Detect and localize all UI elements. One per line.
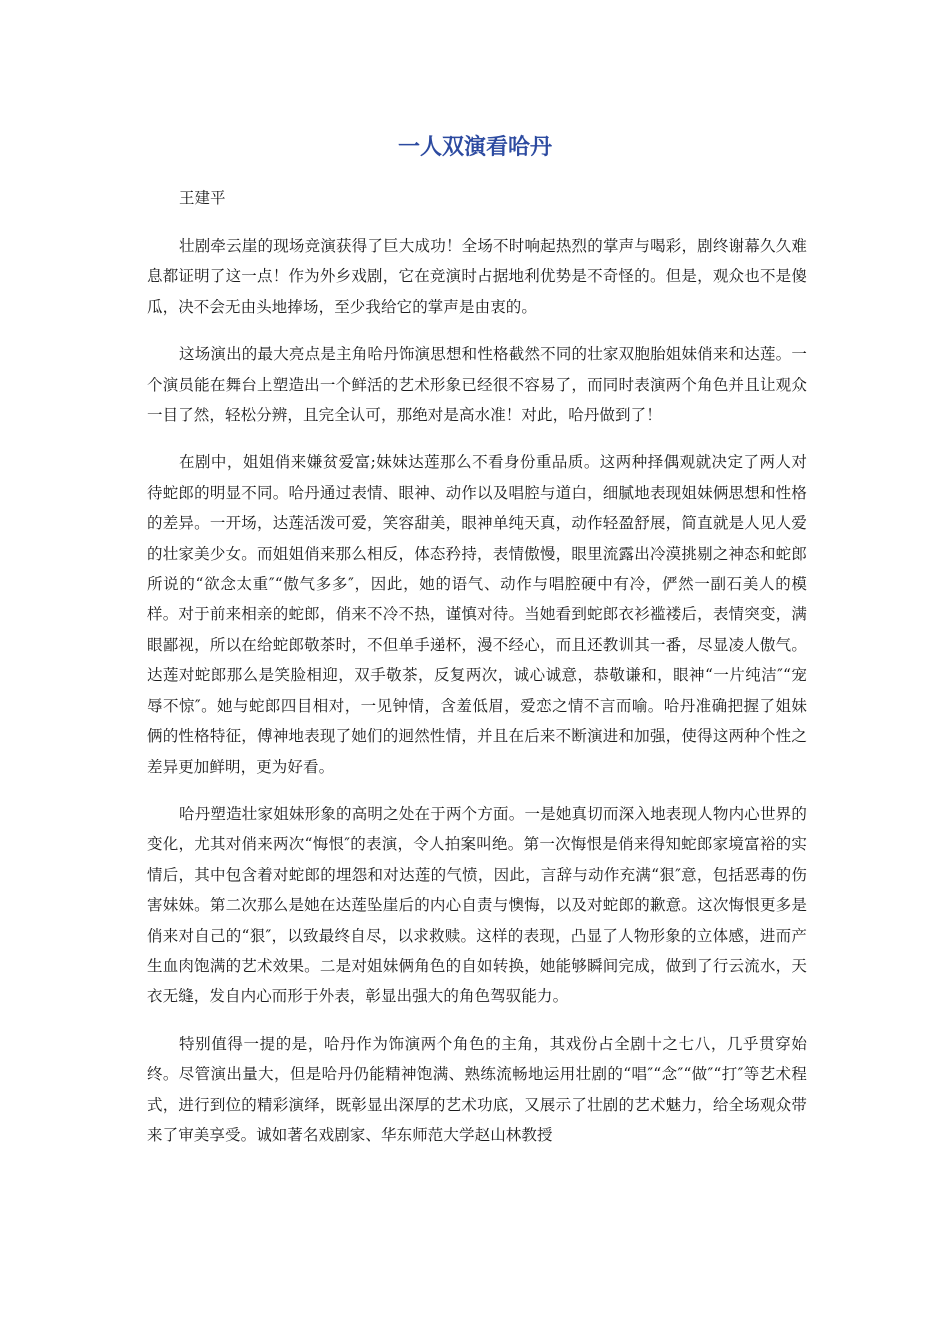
- paragraph: 壮剧牵云崖的现场竞演获得了巨大成功！全场不时响起热烈的掌声与喝彩，剧终谢幕久久难息都证明了这一点！作为外乡戏剧，它在竞演时占据地利优势是不奇怪的。但是，观众也不是傻瓜，决不会无由头地捧场，至少我给它的掌声是由衷的。: [147, 237, 807, 316]
- article-author: 王建平: [179, 189, 226, 207]
- article-body: [147, 231, 807, 1167]
- paragraph: 这场演出的最大亮点是主角哈丹饰演思想和性格截然不同的壮家双胞胎姐妹俏来和达莲。一个演员能在舞台上塑造出一个鲜活的艺术形象已经很不容易了，而同时表演两个角色并且让观众一目了然，轻松分辨，且完全认可，那绝对是高水准！对此，哈丹做到了！: [147, 345, 807, 425]
- paragraph: 在剧中，姐姐俏来嫌贫爱富;妹妹达莲那么不看身份重品质。这两种择偶观就决定了两人对待蛇郎的明显不同。哈丹通过表情、眼神、动作以及唱腔与道白，细腻地表现姐妹俩思想和性格的差异。一开场，达莲活泼可爱，笑容甜美，眼神单纯天真，动作轻盈舒展，简直就是人见人爱的壮家美少女。而姐姐俏来那么相反，体态矜持，表情傲慢，眼里流露出冷漠挑剔之神态和蛇郎所说的“欲念太重″“傲气多多″，因此，她的语气、动作与唱腔硬中有冷，俨然一副石美人的模样。对于前来相亲的蛇郎，俏来不冷不热，谨慎对待。当她看到蛇郎衣衫褴褛后，表情突变，满眼鄙视，所以在给蛇郎敬茶时，不但单手递杯，漫不经心，而且还教训其一番，尽显凌人傲气。达莲对蛇郎那么是笑脸相迎，双手敬茶，反复两次，诚心诚意，恭敬谦和，眼神“一片纯洁″“宠辱不惊″。她与蛇郎四目相对，一见钟情，含羞低眉，爱恋之情不言而喻。哈丹准确把握了姐妹俩的性格特征，傅神地表现了她们的迥然性情，并且在后来不断演进和加强，使得这两种个性之差异更加鲜明，更为好看。: [147, 453, 807, 776]
- paragraph: 特别值得一提的是，哈丹作为饰演两个角色的主角，其戏份占全剧十之七八，几乎贯穿始终。尽管演出量大，但是哈丹仍能精神饱满、熟练流畅地运用壮剧的“唱″“念″“做″“打″等艺术程式，进行到位的精彩演绎，既彰显出深厚的艺术功底，又展示了壮剧的艺术魅力，给全场观众带来了审美享受。诚如著名戏剧家、华东师范大学赵山林教授: [147, 1034, 807, 1144]
- paragraph: 哈丹塑造壮家姐妹形象的高明之处在于两个方面。一是她真切而深入地表现人物内心世界的变化，尤其对俏来两次“悔恨″的表演，令人拍案叫绝。第一次悔恨是俏来得知蛇郎家境富裕的实情后，其中包含着对蛇郎的埋怨和对达莲的气愤，因此，言辞与动作充满“狠″意，包括恶毒的伤害妹妹。第二次那么是她在达莲坠崖后的内心自责与懊悔，以及对蛇郎的歉意。这次悔恨更多是俏来对自己的“狠″，以致最终自尽，以求救赎。这样的表现，凸显了人物形象的立体感，进而产生血肉饱满的艺术效果。二是对姐妹俩角色的自如转换，她能够瞬间完成，做到了行云流水，天衣无缝，发自内心而形于外表，彰显出强大的角色驾驭能力。: [147, 804, 807, 1006]
- article-title: 一人双演看哈丹: [397, 135, 552, 160]
